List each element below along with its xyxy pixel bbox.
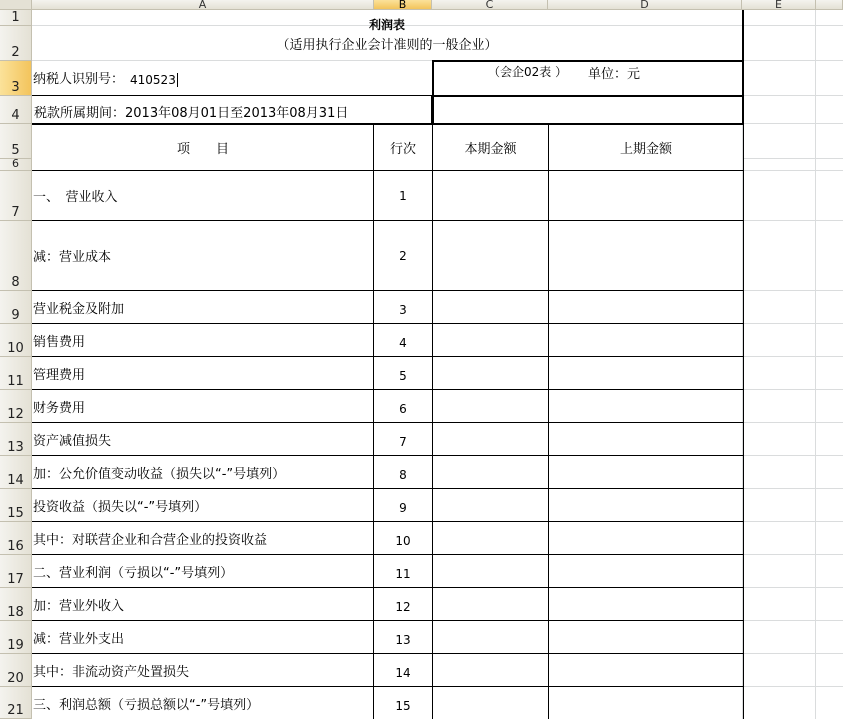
gridline (744, 455, 843, 456)
header-current (433, 124, 548, 170)
row-label: 3 (11, 80, 20, 95)
column-header-d[interactable] (548, 0, 742, 10)
gridline (744, 653, 843, 654)
gridline (744, 123, 843, 124)
report-subtitle: （适用执行企业会计准则的一般企业） (276, 38, 498, 53)
row-label: 9 (11, 308, 20, 323)
item-label[interactable]: 其中：非流动资产处置损失 (33, 664, 190, 680)
row-label: 19 (7, 638, 24, 653)
gridline (744, 389, 843, 390)
taxpayer-id-label: 纳税人识别号： (33, 72, 125, 87)
gridline (744, 686, 843, 687)
item-label[interactable]: 加：公允价值变动收益（损失以“-”号填列） (33, 466, 286, 482)
column-header-f[interactable] (816, 0, 843, 10)
item-label[interactable]: 其中：对联营企业和合营企业的投资收益 (33, 532, 268, 548)
row-header-4[interactable] (0, 96, 32, 124)
line-number[interactable]: 14 (395, 666, 411, 680)
header-line (374, 124, 432, 170)
line-number[interactable]: 15 (395, 699, 411, 713)
row-header-3[interactable] (0, 61, 32, 96)
line-number[interactable]: 10 (395, 534, 411, 548)
row-label: 10 (7, 341, 24, 356)
line-number[interactable]: 7 (399, 435, 407, 449)
gridline (744, 220, 843, 221)
line-number[interactable]: 4 (399, 336, 407, 350)
border (32, 95, 432, 96)
row-label: 11 (7, 374, 24, 389)
item-label[interactable]: 财务费用 (33, 400, 86, 416)
form-code: （会企02表 ） (488, 65, 568, 79)
item-label[interactable]: 二、营业利润（亏损以“-”号填列） (33, 565, 234, 581)
row-header-18[interactable] (0, 588, 32, 621)
column-label: C (485, 0, 494, 11)
row-header-21[interactable] (0, 687, 32, 719)
line-number[interactable]: 11 (395, 567, 411, 581)
row-header-14[interactable] (0, 456, 32, 489)
row-header-19[interactable] (0, 621, 32, 654)
line-number[interactable]: 8 (399, 468, 407, 482)
unit-label: 单位：元 (588, 67, 641, 82)
line-number[interactable]: 5 (399, 369, 407, 383)
border (742, 60, 744, 124)
header-item-label: 项 目 (176, 141, 229, 157)
row-label: 6 (12, 157, 19, 170)
gridline (744, 323, 843, 324)
tax-period: 税款所属期间：2013年08月01日至2013年08月31日 (34, 106, 349, 121)
row-header-17[interactable] (0, 555, 32, 588)
line-number[interactable]: 9 (399, 501, 407, 515)
row-label: 18 (7, 605, 24, 620)
report-title: 利润表 (368, 18, 405, 32)
row-header-11[interactable] (0, 357, 32, 390)
line-number[interactable]: 2 (399, 248, 407, 263)
row-header-6[interactable] (0, 159, 32, 171)
border (742, 10, 744, 62)
line-number[interactable]: 12 (395, 600, 411, 614)
gridline (744, 587, 843, 588)
gridline (744, 95, 843, 96)
column-label: D (640, 0, 649, 11)
line-number[interactable]: 6 (399, 402, 407, 416)
border (431, 96, 432, 124)
gridline (744, 356, 843, 357)
row-header-8[interactable] (0, 221, 32, 291)
row-header-13[interactable] (0, 423, 32, 456)
border (432, 60, 744, 62)
border (432, 60, 434, 124)
gridline (744, 422, 843, 423)
header-current-label: 本期金额 (464, 141, 517, 157)
gridline (744, 488, 843, 489)
header-line-label: 行次 (389, 141, 416, 157)
line-number[interactable]: 3 (399, 303, 407, 317)
column-label: A (198, 0, 207, 11)
item-label[interactable]: 管理费用 (33, 367, 86, 383)
select-all-corner[interactable] (0, 0, 32, 10)
item-label[interactable]: 营业税金及附加 (33, 301, 125, 317)
row-header-15[interactable] (0, 489, 32, 522)
row-header-7[interactable] (0, 171, 32, 221)
row-label: 13 (7, 440, 24, 455)
item-label[interactable]: 一、 营业收入 (33, 190, 118, 205)
row-label: 12 (7, 407, 24, 422)
gridline (744, 158, 843, 159)
row-header-9[interactable] (0, 291, 32, 324)
row-label: 7 (11, 205, 20, 220)
row-header-2[interactable] (0, 26, 32, 61)
row-label: 5 (11, 143, 20, 158)
taxpayer-id-value: 410523 (130, 73, 176, 87)
column-header-c[interactable] (432, 0, 548, 10)
item-label[interactable]: 三、利润总额（亏损总额以“-”号填列） (33, 697, 260, 713)
row-label: 20 (7, 671, 24, 686)
row-header-16[interactable] (0, 522, 32, 555)
header-previous-label: 上期金额 (619, 141, 672, 157)
row-label: 1 (11, 10, 20, 25)
row-label: 15 (7, 506, 24, 521)
row-header-10[interactable] (0, 324, 32, 357)
line-number[interactable]: 1 (399, 188, 407, 203)
row-label: 14 (7, 473, 24, 488)
taxpayer-id-cell[interactable] (33, 61, 431, 95)
item-label[interactable]: 销售费用 (33, 334, 86, 350)
column-header-b[interactable] (374, 0, 432, 10)
gridline (815, 10, 816, 719)
column-header-e[interactable] (742, 0, 816, 10)
column-header-a[interactable] (32, 0, 374, 10)
gridline (744, 290, 843, 291)
row-label: 2 (11, 45, 20, 60)
header-previous (549, 124, 743, 170)
row-label: 8 (11, 275, 20, 290)
gridline (744, 521, 843, 522)
item-label[interactable]: 投资收益（损失以“-”号填列） (33, 499, 208, 515)
item-label[interactable]: 减：营业外支出 (33, 631, 125, 647)
header-item (33, 124, 373, 170)
item-label[interactable]: 加：营业外收入 (33, 598, 125, 614)
row-label: 21 (7, 703, 24, 718)
column-label: B (398, 0, 407, 11)
row-label: 4 (11, 108, 20, 123)
row-header-1[interactable] (0, 10, 32, 26)
row-label: 16 (7, 539, 24, 554)
item-label[interactable]: 减：营业成本 (33, 250, 112, 265)
item-label[interactable]: 资产减值损失 (33, 433, 112, 449)
row-label: 17 (7, 572, 24, 587)
gridline (744, 554, 843, 555)
line-number[interactable]: 13 (395, 633, 411, 647)
row-header-5[interactable] (0, 124, 32, 159)
gridline (744, 620, 843, 621)
border (432, 95, 744, 97)
text-cursor (177, 73, 178, 87)
row-header-12[interactable] (0, 390, 32, 423)
row-header-20[interactable] (0, 654, 32, 687)
gridline (744, 170, 843, 171)
column-label: E (775, 0, 782, 11)
